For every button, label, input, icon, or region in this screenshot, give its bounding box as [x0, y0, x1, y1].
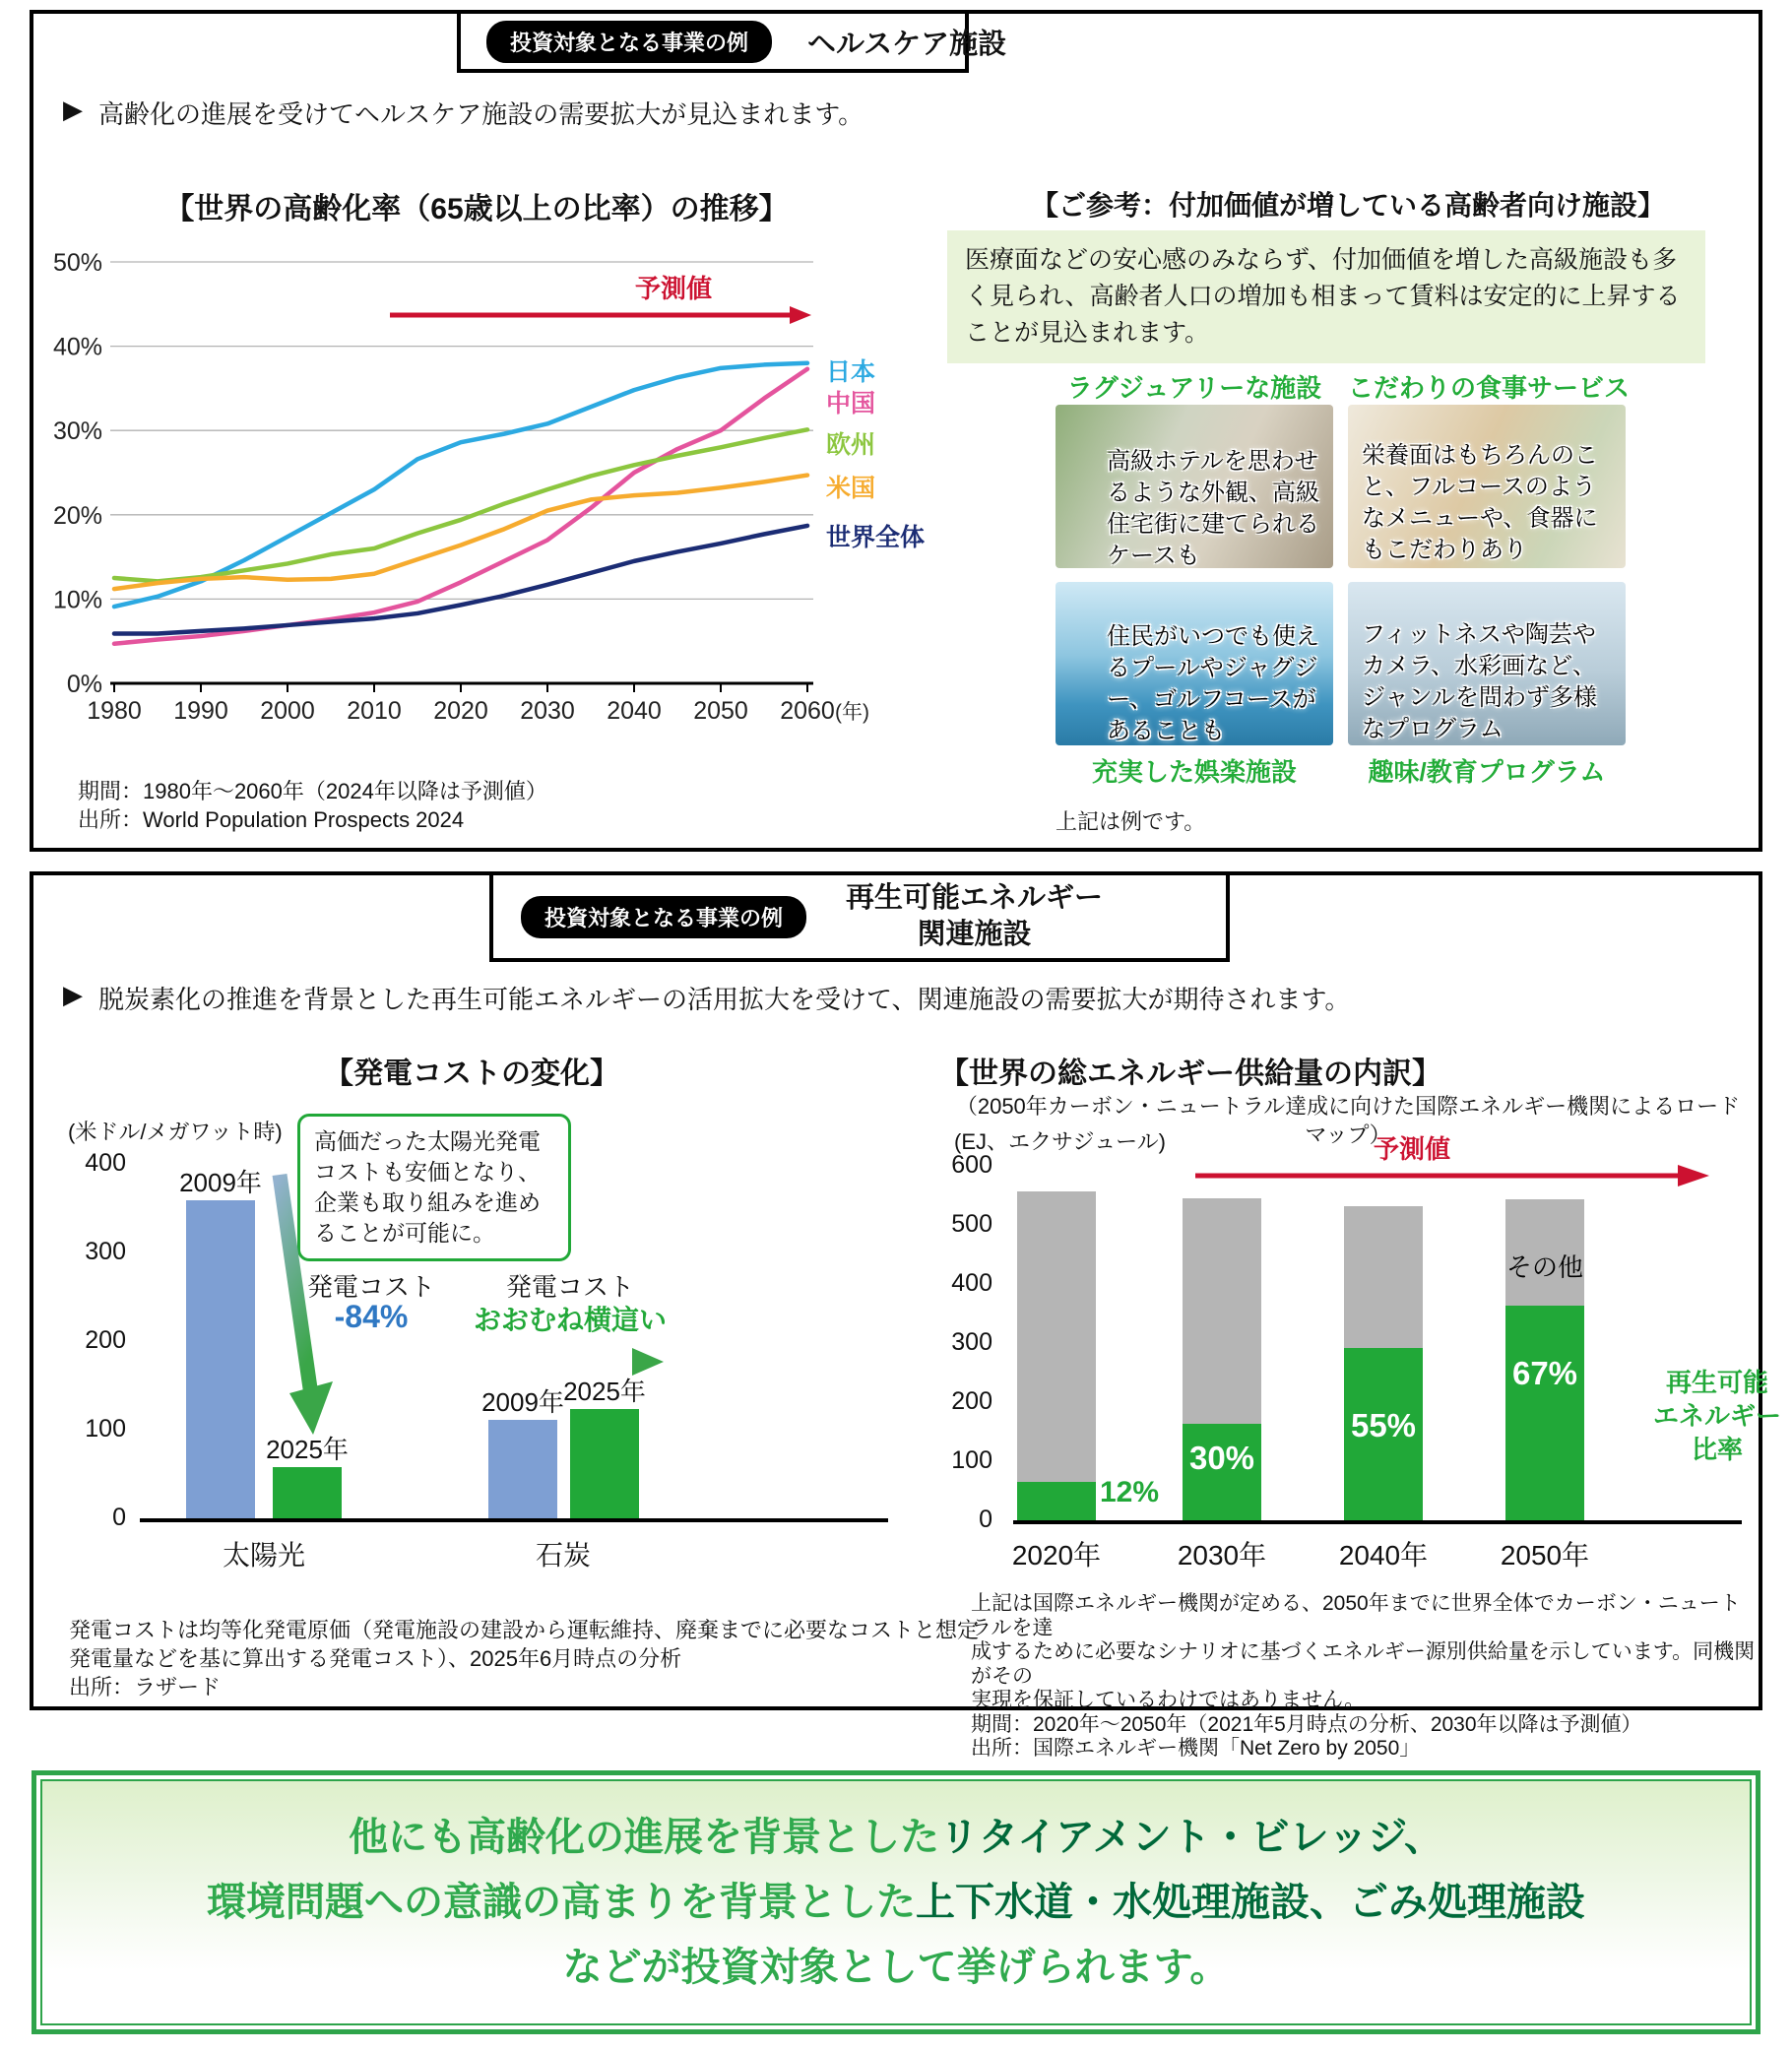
bar-year-label: 2009年	[179, 1168, 262, 1197]
category-label: 石炭	[535, 1540, 591, 1571]
card-header-meal: こだわりの食事サービス	[1348, 373, 1631, 403]
panel-healthcare	[30, 10, 1762, 852]
card-header-recreation: 充実した娯楽施設	[1091, 757, 1297, 787]
cost-note-line1: 発電コストは均等化発電原価（発電施設の建設から運転維持、廃棄までに必要なコストと想定	[69, 1618, 980, 1642]
summary-box-inner	[40, 1779, 1752, 2025]
renewable-ratio-line3: 比率	[1691, 1435, 1743, 1464]
renewable-pct-label: 12%	[1100, 1476, 1160, 1508]
y-axis-label: 400	[85, 1149, 126, 1177]
energy-chart	[33, 875, 1766, 1714]
bullet-triangle-icon: ▶	[63, 980, 83, 1009]
y-axis-label: 30%	[52, 417, 102, 446]
aging-chart-note-source: 出所：World Population Prospects 2024	[78, 807, 465, 832]
example-badge: 投資対象となる事業の例	[521, 896, 806, 938]
y-axis-label: 20%	[52, 501, 102, 530]
stacked-bar-renewable	[1505, 1306, 1584, 1520]
bar-year-label: 2025年	[563, 1377, 646, 1406]
legend-japan: 日本	[826, 358, 876, 386]
energy-note-line3: 実現を保証しているわけではありません。	[971, 1689, 1366, 1711]
cost-chart-title: 【発電コストの変化】	[324, 1058, 619, 1090]
bar-year-label: 2009年	[481, 1387, 564, 1417]
x-axis-label: 2050年	[1500, 1540, 1590, 1571]
y-axis-label: 300	[951, 1328, 992, 1356]
x-axis-label: 2020	[433, 697, 488, 725]
cost-note-line3: 出所：ラザード	[69, 1675, 222, 1699]
stacked-bar-other	[1017, 1191, 1096, 1520]
card-image-hobby	[1348, 582, 1626, 745]
summary-line-3	[563, 1935, 1230, 2000]
y-axis-label: 100	[85, 1415, 126, 1443]
reference-title: 【ご参考：付加価値が増している高齢者向け施設】	[1030, 190, 1665, 221]
energy-note-line1: 上記は国際エネルギー機関が定める、2050年までに世界全体でカーボン・ニュートラルを達	[971, 1592, 1741, 1639]
line-series-欧州	[114, 429, 807, 581]
energy-chart-notes	[971, 1592, 1759, 1762]
renewable-ratio-label	[1629, 1366, 1792, 1466]
coal-cost-annotation-value: おおむね横這い	[473, 1305, 667, 1335]
legend-us: 米国	[826, 475, 876, 502]
legend-china: 中国	[826, 390, 876, 417]
y-axis-label: 40%	[52, 333, 102, 361]
x-axis-label: 2000	[260, 697, 315, 725]
summary-line1-normal: 他にも高齢化の進展を背景とした	[349, 1816, 939, 1859]
x-axis-label: 2060	[780, 697, 835, 725]
y-axis-label: 0	[112, 1504, 126, 1531]
energy-note-line4: 期間：2020年～2050年（2021年5月時点の分析、2030年以降は予測値）	[971, 1712, 1642, 1736]
card-image-luxury	[1056, 405, 1333, 568]
energy-note-line5: 出所：国際エネルギー機関「Net Zero by 2050」	[971, 1737, 1421, 1760]
x-axis-label: 2040年	[1338, 1540, 1429, 1571]
reference-intro-box: 医療面などの安心感のみならず、付加価値を増した高級施設も多く見られ、高齢者人口の増加も相まって賃料は安定的に上昇することが見込まれます。	[947, 230, 1705, 363]
reference-example-note: 上記は例です。	[1056, 809, 1206, 834]
y-axis-label: 50%	[52, 250, 102, 277]
y-axis-label: 100	[951, 1446, 992, 1474]
summary-line-2	[207, 1870, 1585, 1935]
renewable-ratio-line1: 再生可能	[1665, 1368, 1768, 1397]
x-axis-label: 2040	[607, 697, 662, 725]
y-axis-label: 500	[951, 1210, 992, 1238]
renewable-pct-label: 55%	[1350, 1407, 1417, 1443]
card-caption-meal: 栄養面はもちろんのこと、フルコースのようなメニューや、食器にもこだわりあり	[1362, 442, 1598, 563]
solar-cost-callout: 高価だった太陽光発電コストも安価となり、企業も取り組みを進めることが可能に。	[297, 1114, 571, 1261]
line-series-日本	[114, 363, 807, 607]
renewable-pct-label: 67%	[1511, 1355, 1578, 1391]
summary-box	[32, 1770, 1760, 2034]
summary-line2-normal: 環境問題への意識の高まりを背景とした	[207, 1881, 916, 1924]
panel-renewable	[30, 871, 1781, 1760]
x-axis-label: 2030	[520, 697, 575, 725]
category-label: 太陽光	[222, 1540, 305, 1571]
energy-chart-unit: (EJ、エクサジュール)	[954, 1129, 1167, 1154]
solar-cost-annotation-label: 発電コスト	[306, 1272, 435, 1302]
summary-line-1	[349, 1805, 1443, 1870]
x-axis-label: 1980	[87, 697, 142, 725]
summary-line3-normal: などが投資対象として挙げられます。	[562, 1946, 1230, 1989]
card-image-meal	[1348, 405, 1626, 568]
panel-healthcare-title: ヘルスケア施設	[807, 28, 1007, 60]
y-axis-label: 300	[85, 1238, 126, 1265]
y-axis-label: 0	[979, 1506, 992, 1533]
y-axis-label: 200	[85, 1326, 126, 1354]
y-axis-label: 200	[951, 1387, 992, 1415]
cost-note-line2: 発電量などを基に算出する発電コスト）、2025年6月時点の分析	[69, 1646, 682, 1671]
stacked-bar-renewable	[1017, 1482, 1096, 1520]
x-axis-label: 1990	[173, 697, 228, 725]
card-caption-luxury: 高級ホテルを思わせるような外観、高級住宅街に建てられるケースも	[1107, 448, 1319, 568]
coal-cost-annotation-label: 発電コスト	[505, 1272, 634, 1302]
cost-chart-unit: (米ドル/メガワット時)	[68, 1120, 283, 1144]
x-axis	[1013, 1520, 1742, 1524]
card-caption-recreation: 住民がいつでも使えるプールやジャグジー、ゴルフコースがあることも	[1107, 623, 1319, 744]
renewable-ratio-line2: エネルギー	[1652, 1401, 1781, 1431]
solar-cost-annotation-value: -84%	[334, 1299, 409, 1334]
aging-rate-line-chart	[43, 250, 880, 762]
card-image-recreation	[1056, 582, 1333, 745]
forecast-label: 予測値	[634, 274, 713, 303]
card-caption-hobby: フィットネスや陶芸やカメラ、水彩画など、ジャンルを問わず多様なプログラム	[1362, 621, 1597, 742]
aging-chart-title: 【世界の高齢化率（65歳以上の比率）の推移】	[164, 193, 789, 225]
x-axis-unit: (年)	[835, 701, 869, 724]
panel-renewable-title-line2: 関連施設	[917, 919, 1032, 950]
energy-chart-subtitle: （2050年カーボン・ニュートラル達成に向けた国際エネルギー機関によるロードマップ）	[955, 1094, 1741, 1147]
energy-note-line2: 成するために必要なシナリオに基づくエネルギー源別供給量を示しています。同機関がその	[971, 1640, 1756, 1688]
energy-chart-title: 【世界の総エネルギー供給量の内訳】	[939, 1058, 1441, 1090]
panel-renewable-title-line1: 再生可能エネルギー	[846, 882, 1104, 914]
summary-line2-emphasis: 上下水道・水処理施設、ごみ処理施設	[916, 1881, 1585, 1924]
bullet-triangle-icon: ▶	[63, 95, 83, 124]
line-series-中国	[114, 369, 807, 644]
renewable-lead-text: 脱炭素化の推進を背景とした再生可能エネルギーの活用拡大を受けて、関連施設の需要拡大が期待されます。	[98, 985, 1351, 1014]
bar-year-label: 2025年	[266, 1435, 349, 1464]
example-badge: 投資対象となる事業の例	[486, 21, 772, 63]
y-axis-label: 600	[951, 1151, 992, 1179]
energy-other-label: その他	[1505, 1252, 1583, 1282]
y-axis-label: 0%	[66, 671, 102, 698]
healthcare-lead-sentence	[63, 95, 864, 131]
y-axis-label: 400	[951, 1269, 992, 1297]
aging-chart-note-period: 期間：1980年～2060年（2024年以降は予測値）	[78, 779, 547, 803]
legend-world: 世界全体	[826, 524, 926, 551]
y-axis-label: 10%	[52, 586, 102, 614]
panel-healthcare-header	[457, 10, 1007, 73]
summary-line1-emphasis: リタイアメント・ビレッジ、	[939, 1816, 1443, 1859]
renewable-pct-label: 30%	[1188, 1440, 1255, 1476]
legend-europe: 欧州	[826, 431, 876, 459]
x-axis-label: 2020年	[1011, 1540, 1102, 1571]
card-header-luxury: ラグジュアリーな施設	[1066, 373, 1322, 403]
card-header-hobby: 趣味/教育プログラム	[1368, 757, 1606, 787]
healthcare-lead-text: 高齢化の進展を受けてヘルスケア施設の需要拡大が見込まれます。	[98, 99, 864, 129]
x-axis-label: 2010	[347, 697, 402, 725]
x-axis-label: 2030年	[1177, 1540, 1267, 1571]
x-axis-label: 2050	[693, 697, 748, 725]
forecast-arrowhead-icon	[790, 306, 811, 324]
energy-forecast-label: 予測値	[1373, 1134, 1450, 1164]
